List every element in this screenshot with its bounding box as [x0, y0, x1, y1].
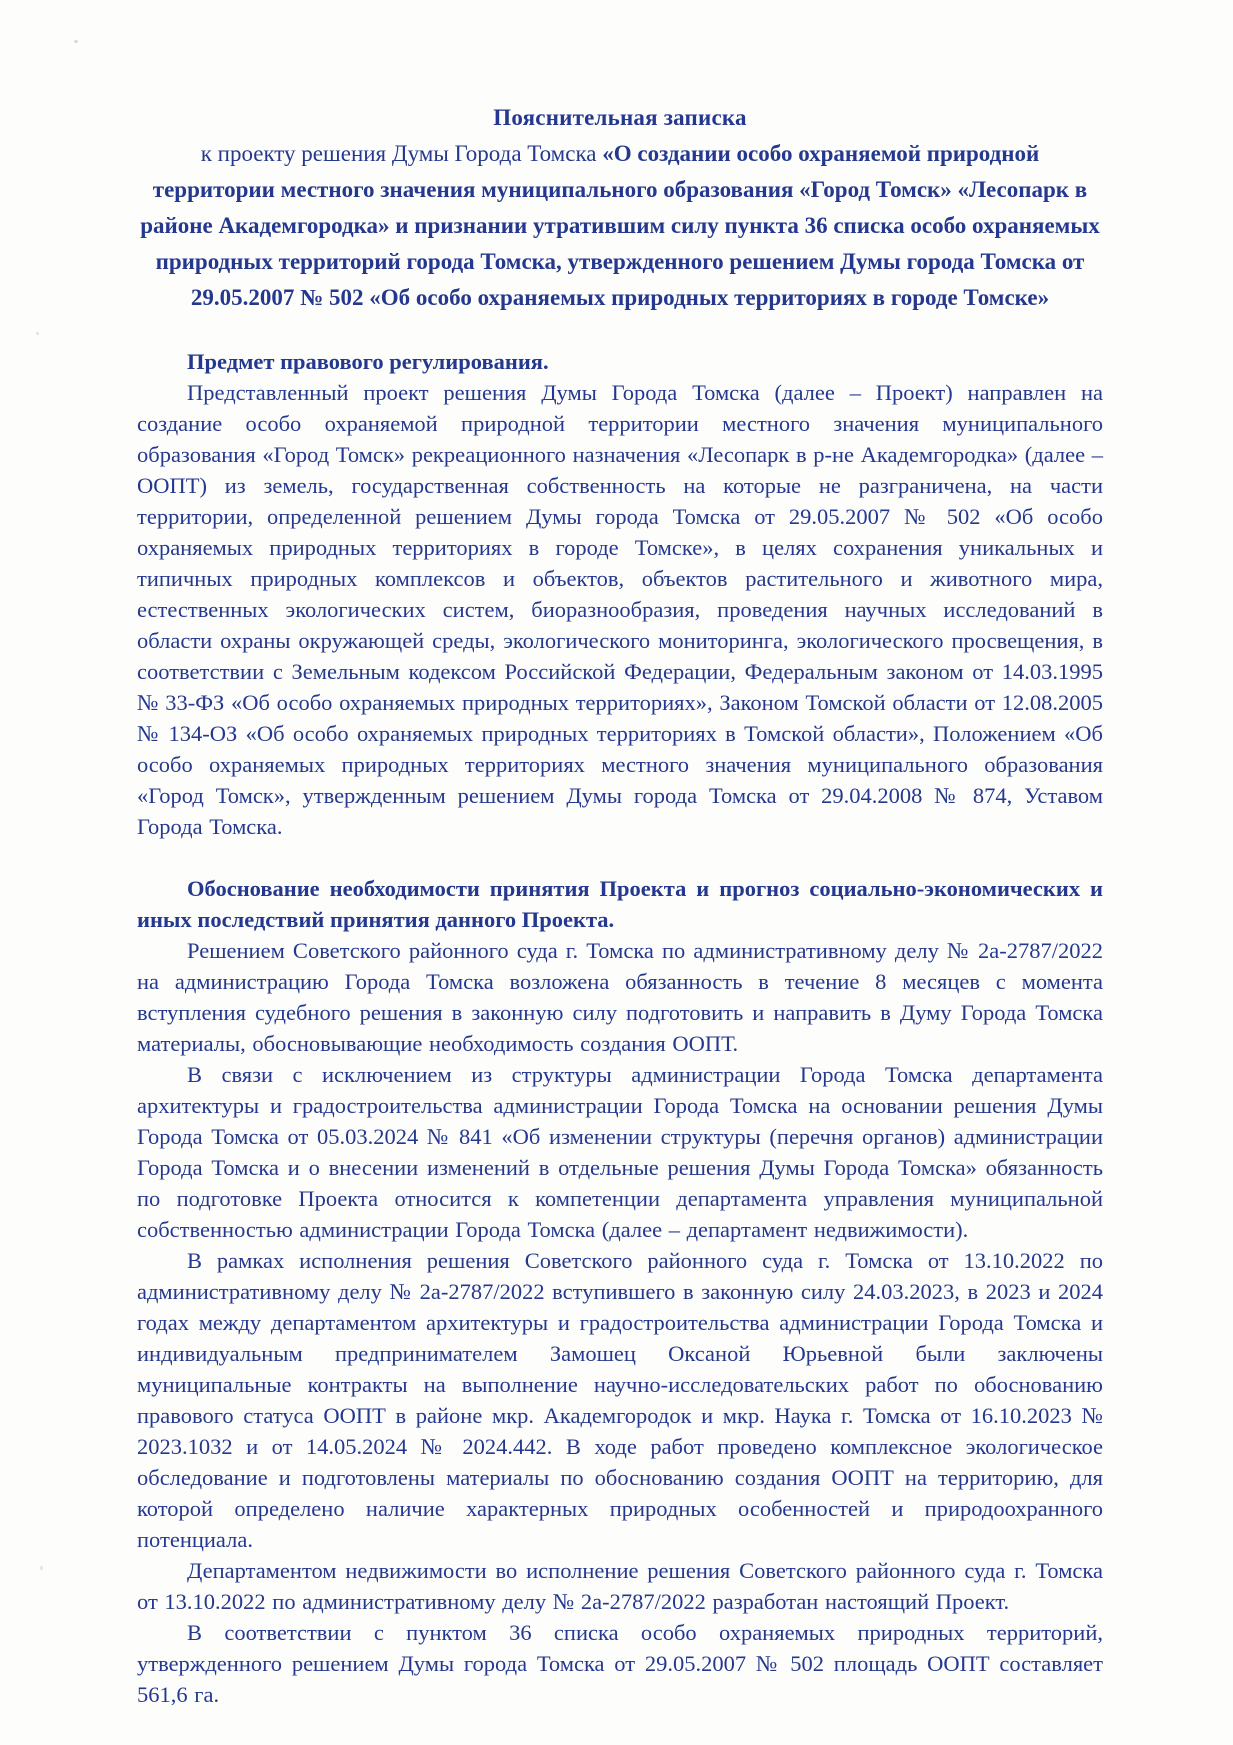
paragraph: В связи с исключением из структуры администрации Города Томска департамента архитектуры и градостроительства администрации Города Томска на основании решения Думы Города Томска от 05.03.2024 № 841 «Об изменении структуры (перечня органов) администрации Города Томска и о внесении изменений в отдельные решения Думы Города Томска» обязанность по подготовке Проекта относится к компетенции департамента управления муниципальной собственностью администрации Города Томска (далее – департамент недвижимости).	[137, 1062, 1103, 1242]
paragraph: Решением Советского районного суда г. Томска по административному делу № 2а-2787/2022 на администрацию Города Томска возложена обязанность в течение 8 месяцев с момента вступления судебного решения в законную силу подготовить и направить в Думу Города Томска материалы, обосновывающие необходимость создания ООПТ.	[137, 938, 1103, 1056]
scan-artifact	[74, 40, 78, 43]
section-heading-legal-subject: Предмет правового регулирования.	[187, 349, 549, 374]
document-title: Пояснительная записка	[493, 105, 747, 130]
paragraph: Департаментом недвижимости во исполнение решения Советского районного суда г. Томска от 13.10.2022 по административному делу № 2а-2787/2022 разработан настоящий Проект.	[137, 1558, 1103, 1614]
scan-artifact	[36, 332, 39, 335]
paragraph: В соответствии с пунктом 36 списка особо охраняемых природных территорий, утвержденного решением Думы города Томска от 29.05.2007 № 502 площадь ООПТ составляет 561,6 га.	[137, 1620, 1103, 1707]
paragraph: В рамках исполнения решения Советского районного суда г. Томска от 13.10.2022 по административному делу № 2а-2787/2022 вступившего в законную силу 24.03.2023, в 2023 и 2024 годах между департаментом архитектуры и градостроительства администрации Города Томска и индивидуальным предпринимателем Замошец Оксаной Юрьевной были заключены муниципальные контракты на выполнение научно-исследовательских работ по обоснованию правового статуса ООПТ в районе мкр. Академгородок и мкр. Наука г. Томска от 16.10.2023 № 2023.1032 и от 14.05.2024 № 2024.442. В ходе работ проведено комплексное экологическое обследование и подготовлены материалы по обоснованию создания ООПТ на территорию, для которой определено наличие характерных природных особенностей и природоохранного потенциала.	[137, 1248, 1103, 1552]
paragraph: Представленный проект решения Думы Города Томска (далее – Проект) направлен на создание особо охраняемой природной территории местного значения муниципального образования «Город Томск» рекреационного назначения «Лесопарк в р-не Академгородка» (далее – ООПТ) из земель, государственная собственность на которые не разграничена, на части территории, определенной решением Думы города Томска от 29.05.2007 № 502 «Об особо охраняемых природных территориях в городе Томске», в целях сохранения уникальных и типичных природных комплексов и объектов, объектов растительного и животного мира, естественных экологических систем, биоразнообразия, проведения научных исследований в области охраны окружающей среды, экологического мониторинга, экологического просвещения, в соответствии с Земельным кодексом Российской Федерации, Федеральным законом от 14.03.1995 № 33-ФЗ «Об особо охраняемых природных территориях», Законом Томской области от 12.08.2005 № 134-ОЗ «Об особо охраняемых природных территориях в Томской области», Положением «Об особо охраняемых природных территориях местного значения муниципального образования «Город Томск», утвержденным решением Думы города Томска от 29.04.2008 № 874, Уставом Города Томска.	[137, 380, 1103, 839]
section-justification	[137, 873, 1103, 1710]
section-legal-subject	[137, 346, 1103, 842]
scan-artifact	[40, 1566, 43, 1570]
subtitle-main: «О создании особо охраняемой природной территории местного значения муниципального образования «Город Томск» «Лесопарк в районе Академгородка» и признании утратившим силу пункта 36 списка особо охраняемых природных территорий города Томска, утвержденного решением Думы города Томска от 29.05.2007 № 502 «Об особо охраняемых природных территориях в городе Томске»	[140, 141, 1100, 310]
document-subtitle	[137, 136, 1103, 316]
section-heading-justification: Обоснование необходимости принятия Проекта и прогноз социально-экономических и иных последствий принятия данного Проекта.	[137, 876, 1103, 932]
subtitle-intro: к проекту решения Думы Города Томска	[200, 141, 603, 166]
